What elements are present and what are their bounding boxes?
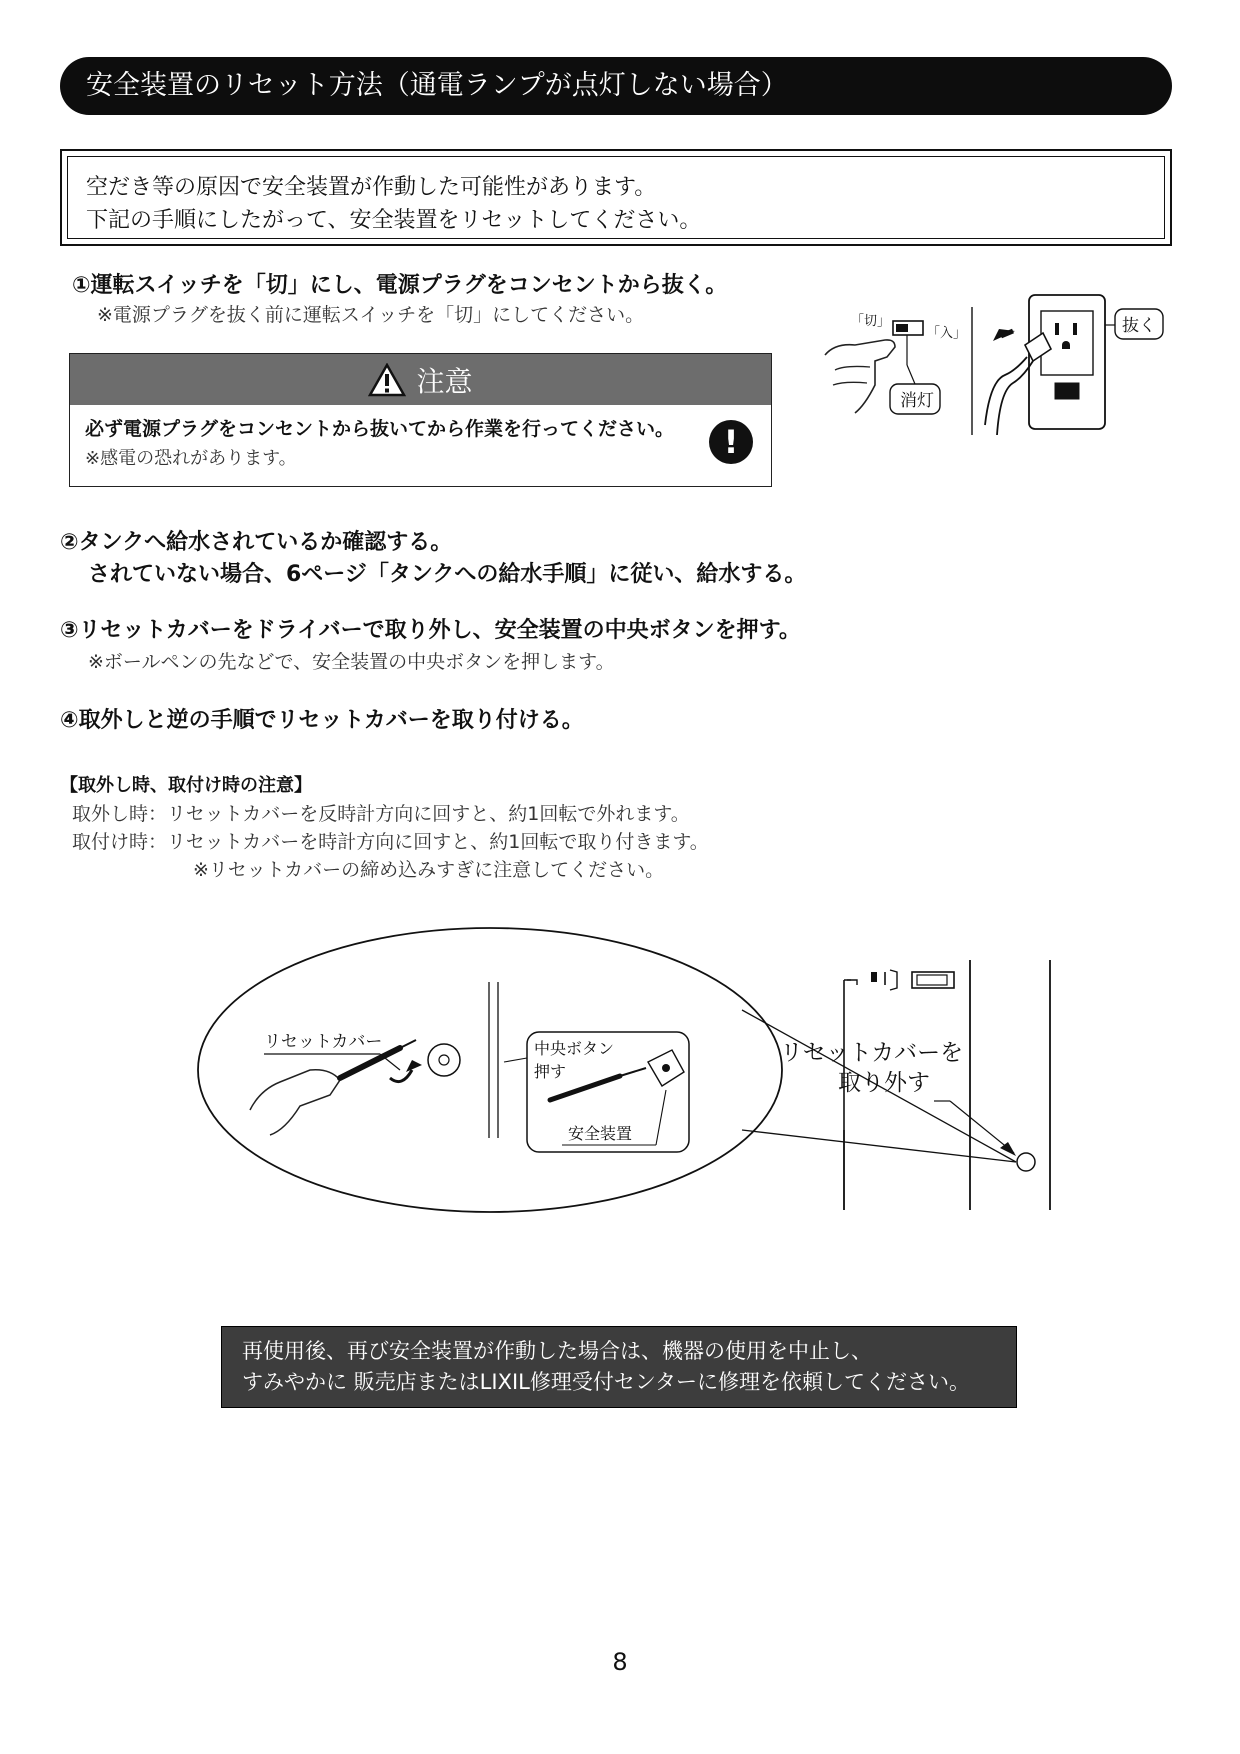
final-notice-line-1: 再使用後、再び安全装置が作動した場合は、機器の使用を中止し、 xyxy=(242,1339,872,1363)
section-header xyxy=(60,57,1172,115)
switch-outlet-figure xyxy=(815,285,1175,445)
reset-cover-label: リセットカバー xyxy=(264,1032,383,1052)
caution-text: 必ず電源プラグをコンセントから抜いてから作業を行ってください。 xyxy=(85,418,675,440)
light-off-label: 消灯 xyxy=(900,391,934,411)
intro-box xyxy=(60,149,1172,246)
caution-box xyxy=(69,353,772,487)
warning-triangle-icon xyxy=(368,363,406,397)
push-label: 押す xyxy=(534,1062,567,1081)
center-button-label: 中央ボタン xyxy=(534,1039,615,1058)
switch-on-label: 「入」 xyxy=(927,326,967,341)
remove-cover-label-1: リセットカバーを xyxy=(780,1040,964,1066)
exclamation-icon: ! xyxy=(709,420,753,464)
attention-remove: 取外し時：リセットカバーを反時計方向に回すと、約1回転で外れます。 xyxy=(72,803,690,825)
step-2-line-2: されていない場合、6ページ「タンクへの給水手順」に従い、給水する。 xyxy=(88,562,807,587)
reset-cover-location xyxy=(1017,1153,1035,1171)
step-1-note: ※電源プラグを抜く前に運転スイッチを「切」にしてください。 xyxy=(97,304,645,326)
step-2-title: ②タンクへ給水されているか確認する。 xyxy=(60,530,453,555)
unplug-label: 抜く xyxy=(1122,316,1156,336)
caution-heading: 注意 xyxy=(416,364,473,398)
final-notice-line-2: すみやかに 販売店またはLIXIL修理受付センターに修理を依頼してください。 xyxy=(242,1370,971,1394)
caution-header xyxy=(70,354,771,405)
step-4-title: ④取外しと逆の手順でリセットカバーを取り付ける。 xyxy=(60,708,584,733)
step-1-title: ①運転スイッチを「切」にし、電源プラグをコンセントから抜く。 xyxy=(72,273,728,298)
zoom-ellipse xyxy=(198,928,782,1212)
remove-cover-label-2: 取り外す xyxy=(838,1070,930,1096)
switch-off-label: 「切」 xyxy=(851,314,891,329)
attention-note: ※リセットカバーの締め込みすぎに注意してください。 xyxy=(193,859,665,881)
section-title: 安全装置のリセット方法（通電ランプが点灯しない場合） xyxy=(86,70,788,101)
intro-line-1: 空だき等の原因で安全装置が作動した可能性があります。 xyxy=(86,175,657,200)
attention-attach: 取付け時：リセットカバーを時計方向に回すと、約1回転で取り付きます。 xyxy=(72,831,709,853)
step-3-note: ※ボールペンの先などで、安全装置の中央ボタンを押します。 xyxy=(88,651,615,673)
attention-heading: 【取外し時、取付け時の注意】 xyxy=(60,775,312,796)
step-3-title: ③リセットカバーをドライバーで取り外し、安全装置の中央ボタンを押す。 xyxy=(60,618,801,643)
final-notice-box xyxy=(221,1326,1017,1408)
page-number: 8 xyxy=(612,1648,628,1676)
caution-note: ※感電の恐れがあります。 xyxy=(85,448,297,469)
intro-line-2: 下記の手順にしたがって、安全装置をリセットしてください。 xyxy=(86,208,702,233)
hand-illustration xyxy=(825,340,895,413)
safety-device-label: 安全装置 xyxy=(568,1124,633,1143)
reset-cover-figure xyxy=(190,920,1070,1220)
